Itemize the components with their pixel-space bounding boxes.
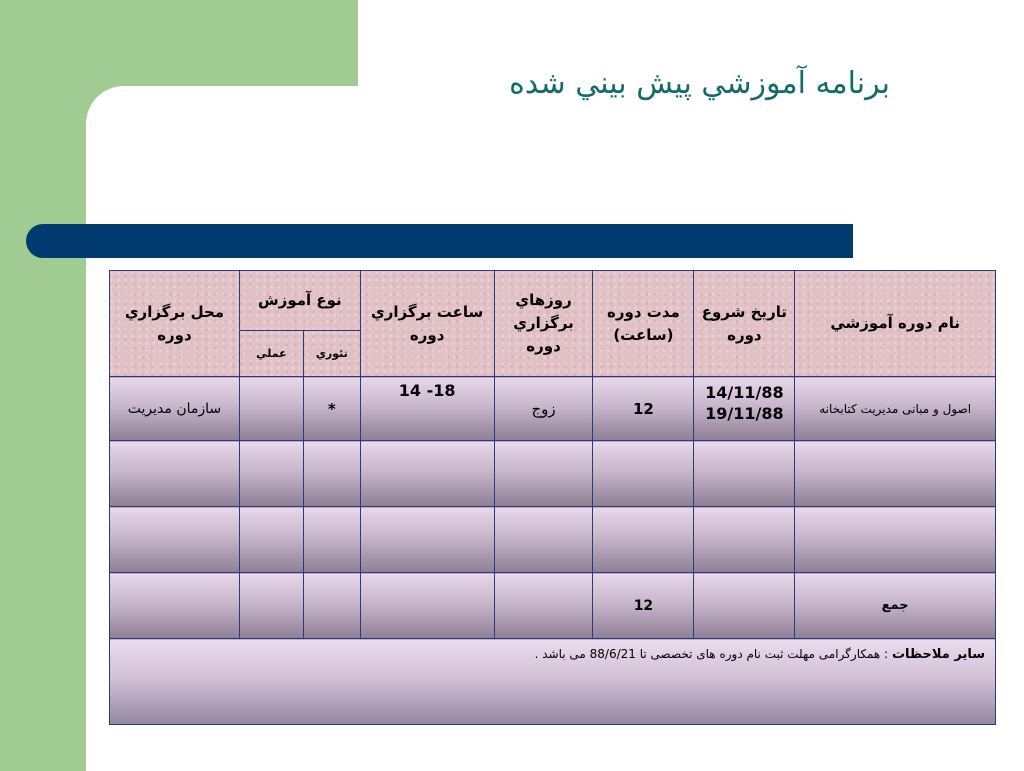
empty-cell [494,507,593,573]
header-duration: مدت دوره (ساعت) [593,271,694,377]
notes-label: ساير ملاحظات [891,647,985,662]
green-left-strip [0,86,86,771]
empty-cell [110,507,240,573]
cell-theory: * [303,377,360,441]
total-row [110,573,996,639]
start-date-from: 14/11/88 [705,383,784,402]
table-row [110,507,996,573]
cell-course-name: اصول و مبانی مدیریت کتابخانه [795,377,996,441]
empty-cell [239,507,303,573]
training-schedule-table [109,270,996,725]
page-title: برنامه آموزشي پيش بيني شده [509,66,890,101]
empty-cell [795,507,996,573]
notes-row [110,639,996,725]
empty-cell [303,441,360,507]
cell-days: زوج [494,377,593,441]
empty-cell [303,507,360,573]
start-date-to: 19/11/88 [705,404,784,423]
cell-practical [239,377,303,441]
header-practical: عملي [239,331,303,377]
header-training-type: نوع آموزش [239,271,360,331]
empty-cell [593,441,694,507]
empty-cell [694,441,795,507]
header-location: محل برگزاري دوره [110,271,240,377]
table-row [110,377,996,441]
notes-cell [110,639,996,725]
header-days: روزهاي برگزاري دوره [494,271,593,377]
empty-cell [239,441,303,507]
header-course-name: نام دوره آموزشي [795,271,996,377]
total-label: جمع [795,573,996,639]
header-start-date-label: تاريخ شروع دوره [701,302,787,344]
empty-cell [239,573,303,639]
empty-cell [795,441,996,507]
header-theory: تئوري [303,331,360,377]
empty-cell [593,507,694,573]
empty-cell [694,507,795,573]
empty-cell [303,573,360,639]
total-duration: 12 [593,573,694,639]
cell-hours-text: 18- 14 [398,381,456,400]
header-hours: ساعت برگزاري دوره [360,271,494,377]
empty-cell [694,573,795,639]
cell-start-date [694,377,795,441]
cell-location: سازمان مدیریت [110,377,240,441]
table-row [110,441,996,507]
empty-cell [494,573,593,639]
empty-cell [110,573,240,639]
empty-cell [360,507,494,573]
cell-duration: 12 [593,377,694,441]
notes-text: : همکارگرامی مهلت ثبت نام دوره های تخصصی تا 88/6/21 می باشد . [534,647,889,661]
title-underline-bar [26,224,853,258]
empty-cell [494,441,593,507]
header-row [110,271,996,331]
empty-cell [110,441,240,507]
header-start-date [694,271,795,377]
empty-cell [360,441,494,507]
empty-cell [360,573,494,639]
cell-hours [360,377,494,441]
